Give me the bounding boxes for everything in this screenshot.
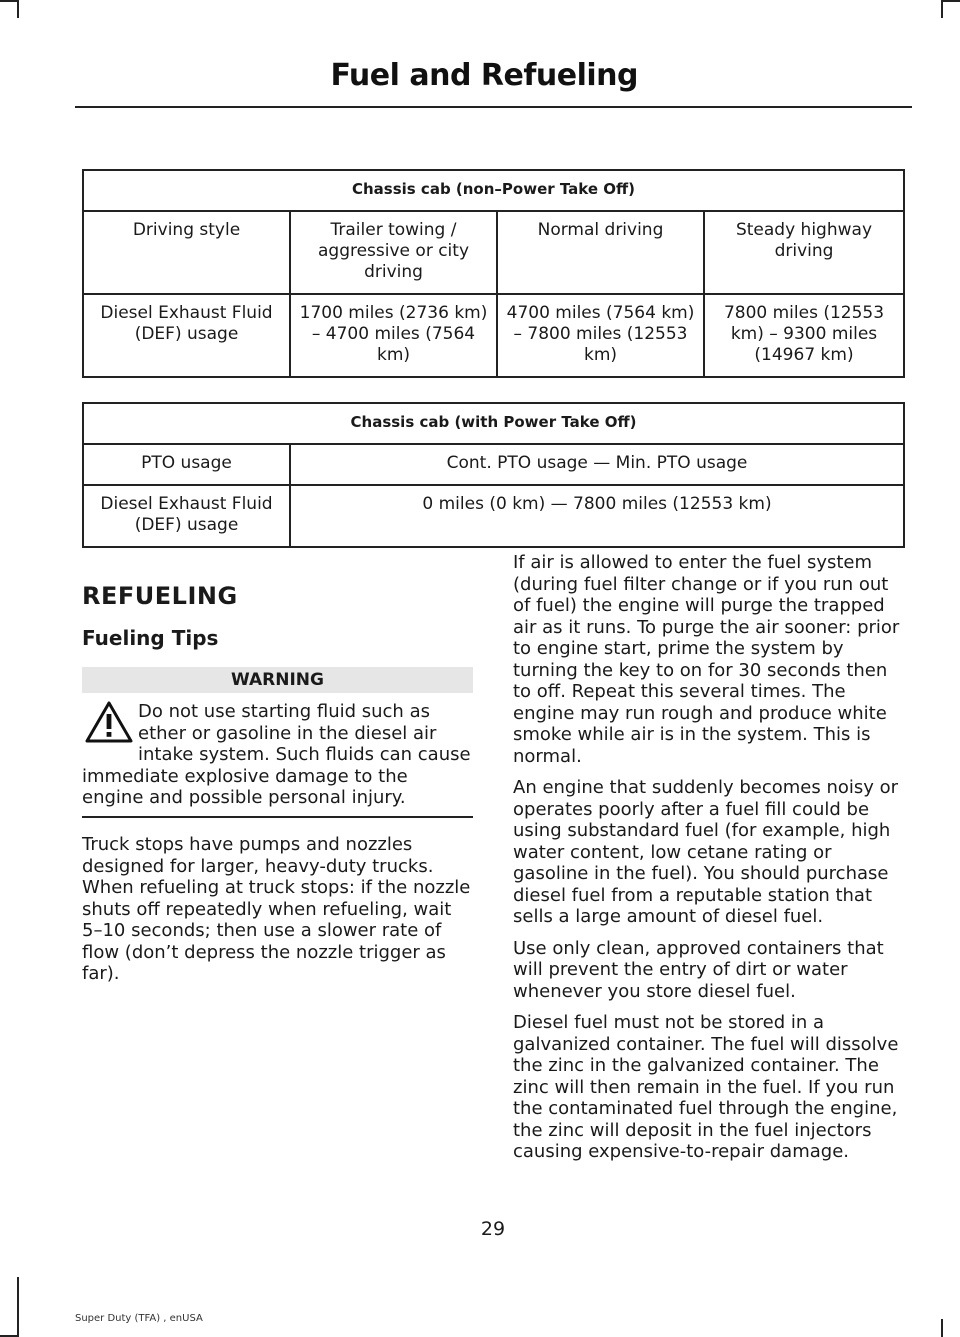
crop-mark — [943, 0, 960, 2]
paragraph: Use only clean, approved containers that will prevent the entry of dirt or water whenever you store diesel fuel. — [513, 937, 884, 1002]
warning-text: Do not use starting fluid such as ether or gasoline in the diesel air intake system. Such fluids can cause immediate explosive damage to the engine and possible personal injury. — [82, 701, 471, 808]
table-cell: Trailer towing / aggressive or city driving — [290, 211, 497, 294]
paragraph: An engine that suddenly becomes noisy or operates poorly after a fuel fill could be using substandard fuel (for example, high water content, low cetane rating or gasoline in the fuel). You should purchase diesel fuel from a reputable station that sells a large amount of diesel fuel. — [513, 777, 899, 927]
def-usage-table-non-pto — [82, 169, 905, 378]
table-cell: 0 miles (0 km) — 7800 miles (12553 km) — [290, 485, 904, 547]
table-row — [83, 294, 904, 377]
table-cell: 7800 miles (12553 km) – 9300 miles (14967 km) — [704, 294, 904, 377]
crop-mark — [17, 1277, 19, 1337]
subsection-heading: Fueling Tips — [82, 626, 219, 650]
warning-label: WARNING — [82, 667, 473, 693]
page-title: Fuel and Refueling — [330, 58, 638, 93]
crop-mark — [0, 0, 17, 2]
table-caption: Chassis cab (with Power Take Off) — [83, 403, 904, 444]
crop-mark — [941, 1319, 943, 1337]
page-number: 29 — [480, 1218, 506, 1240]
table-cell: Cont. PTO usage — Min. PTO usage — [290, 444, 904, 485]
right-column — [513, 552, 907, 1173]
crop-mark — [941, 0, 943, 18]
paragraph: Truck stops have pumps and nozzles designed for larger, heavy-duty trucks. When refueling at truck stops: if the nozzle shuts off repeatedly when refueling, wait 5–10 seconds; then use a slower rate of flow (don’t depress the nozzle trigger as far). — [82, 834, 471, 984]
def-usage-table-pto — [82, 402, 905, 548]
crop-mark — [17, 0, 19, 18]
table-caption: Chassis cab (non–Power Take Off) — [83, 170, 904, 211]
table-row — [83, 485, 904, 547]
warning-divider — [82, 816, 473, 818]
table-cell: Diesel Exhaust Fluid (DEF) usage — [83, 294, 290, 377]
footer-text: Super Duty (TFA) , enUSA — [75, 1313, 203, 1324]
paragraph: If air is allowed to enter the fuel system (during fuel filter change or if you run out of fuel) the engine will purge the trapped air as it runs. To purge the air sooner: prior to engine start, prime the system by turning the key to on for 30 seconds then to off. Repeat this several times. The engine may run rough and produce white smoke while air is in the system. This is normal. — [513, 552, 900, 767]
table-cell: 1700 miles (2736 km) – 4700 miles (7564 km) — [290, 294, 497, 377]
paragraph: Diesel fuel must not be stored in a galvanized container. The fuel will dissolve the zinc in the galvanized container. The zinc will then remain in the fuel. If you run the contaminated fuel through the engine, the zinc will deposit in the fuel injectors causing expensive-to-repair damage. — [513, 1012, 899, 1162]
section-heading: REFUELING — [82, 582, 238, 610]
table-cell: Normal driving — [497, 211, 704, 294]
table-cell: 4700 miles (7564 km) – 7800 miles (12553 km) — [497, 294, 704, 377]
header-divider — [75, 106, 912, 108]
table-cell: Driving style — [83, 211, 290, 294]
table-cell: PTO usage — [83, 444, 290, 485]
table-row — [83, 211, 904, 294]
table-cell: Diesel Exhaust Fluid (DEF) usage — [83, 485, 290, 547]
table-cell: Steady highway driving — [704, 211, 904, 294]
table-row — [83, 444, 904, 485]
left-column — [82, 834, 474, 985]
